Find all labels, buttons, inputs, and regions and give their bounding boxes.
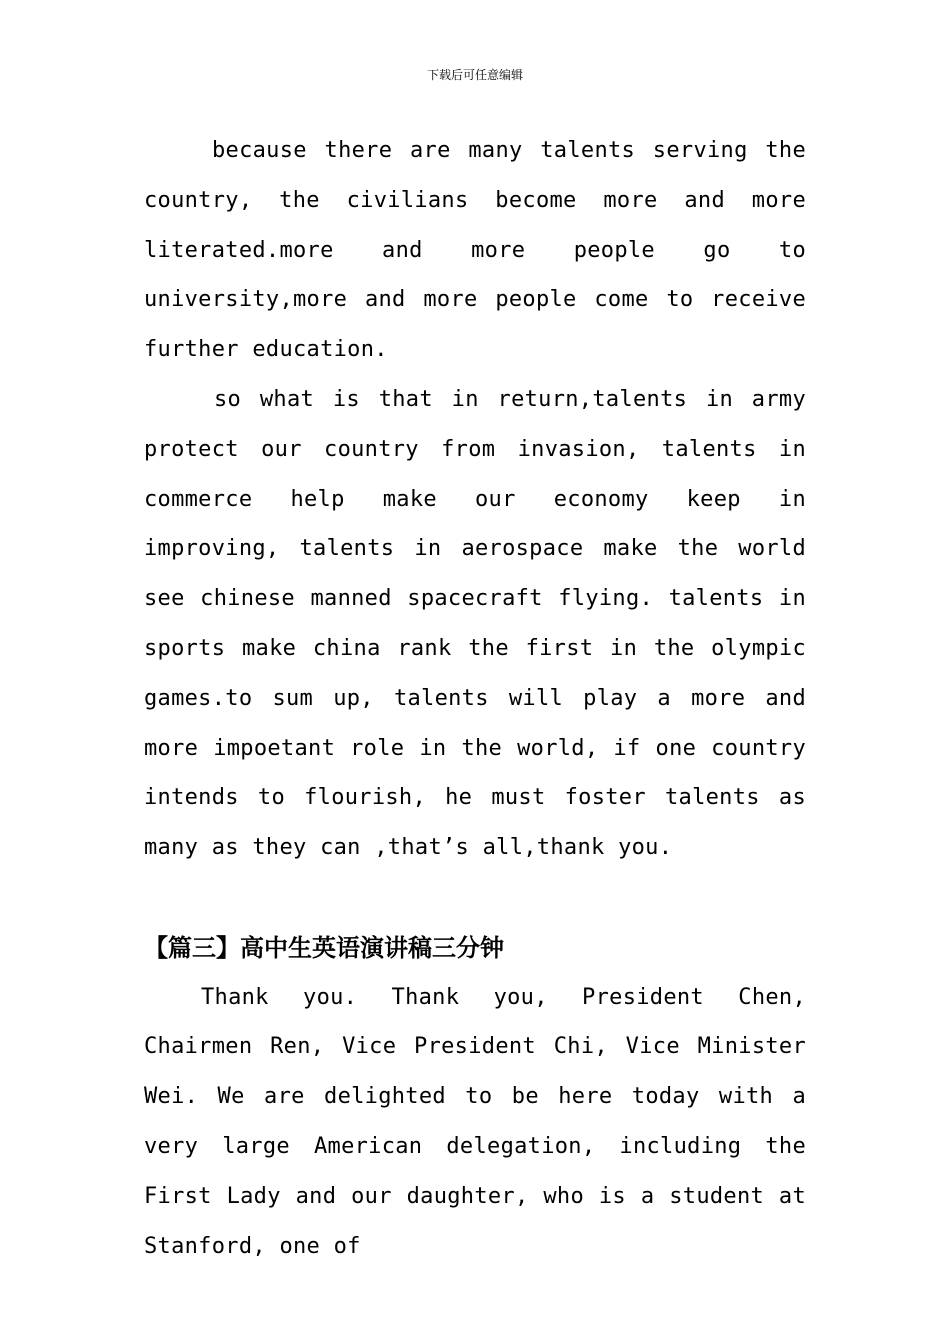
paragraph-talents-return: so what is that in return,talents in army protect our country from invasion, talents in commerce help make our economy keep in improving, talents in aerospace make the world see chinese manned spacecraft flying. talents in sports make china rank the first in the olympic games.to sum up, talents will play a more and more impoetant role in the world, if one country intends to flourish, he must foster talents as many as they can ,that’s all,thank you. [144,386,806,861]
paragraph-talents-education: because there are many talents serving the country, the civilians become more and more literated.more and more people go to university,more and more people come to receive further education. [144,138,806,363]
paragraph-speech-opening: Thank you. Thank you, President Chen, Chairmen Ren, Vice President Chi, Vice Minister Wei. We are delighted to be here today with a very large American delegation, including the First Lady and our daughter, who is a student at Stanford, one of [144,984,806,1259]
header-note: 下载后可任意编辑 [426,68,523,82]
section-heading: 【篇三】高中生英语演讲稿三分钟 [144,932,504,962]
document-body [144,126,806,1271]
